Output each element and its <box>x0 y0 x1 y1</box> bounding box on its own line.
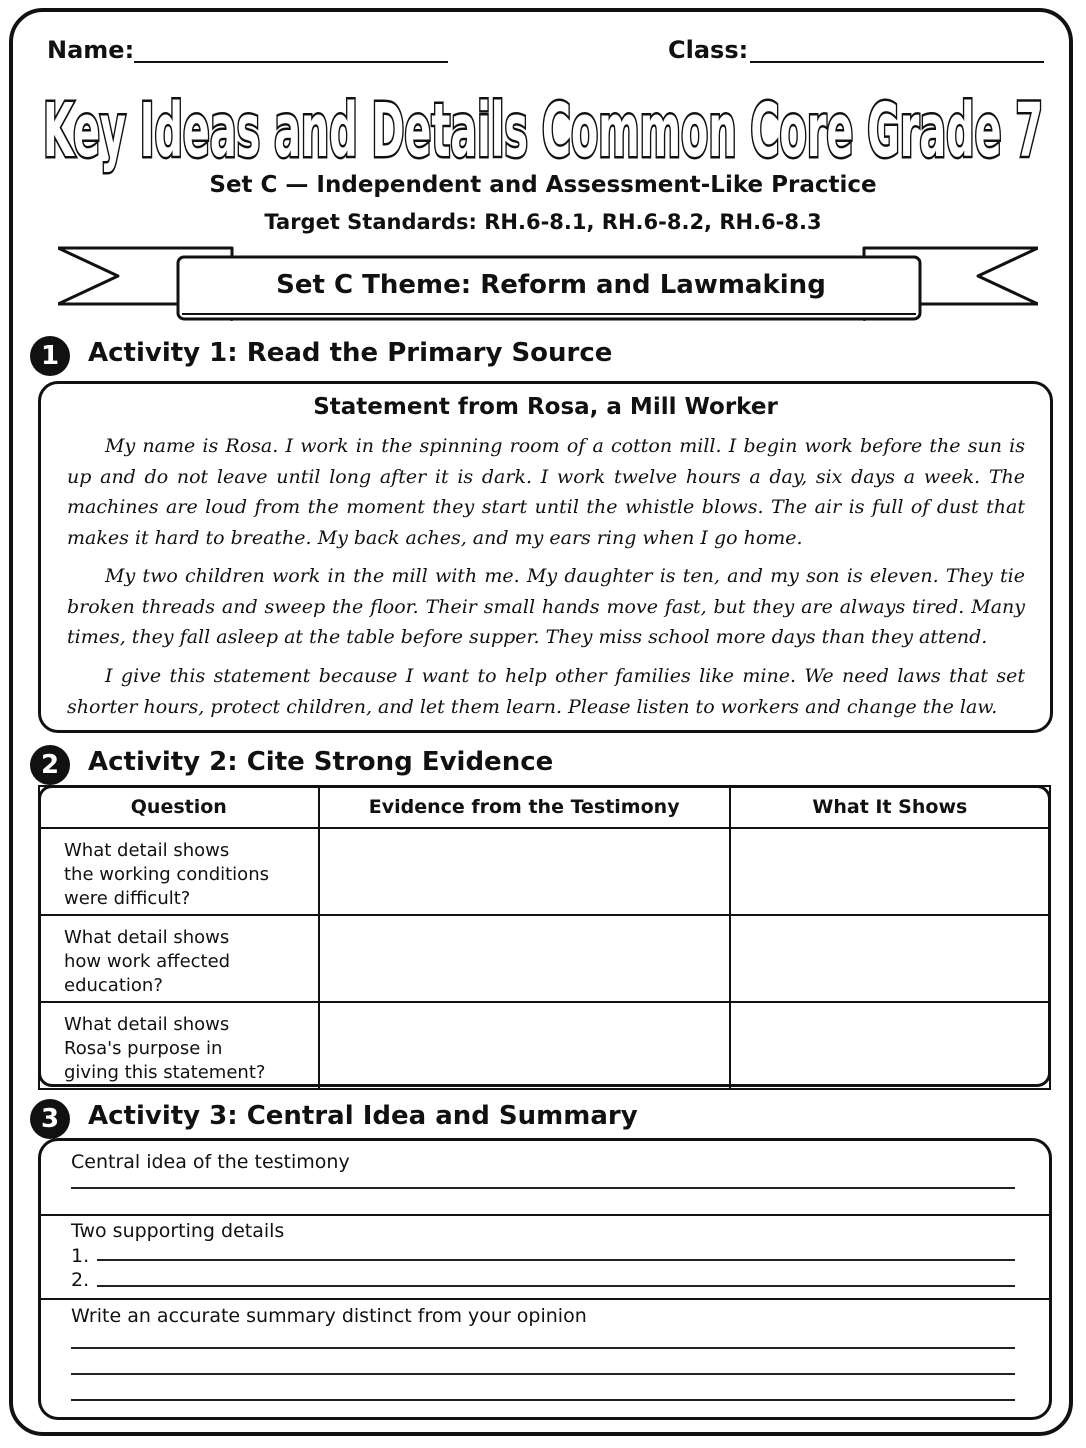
central-idea-line[interactable] <box>71 1187 1015 1189</box>
name-label: Name: <box>47 36 135 64</box>
source-paragraph: My two children work in the mill with me. My daughter is ten, and my son is eleven. They tie broken threads and sweep the floor. Their small hands move fast, but they are always tired. Many times, they fall asleep at the table before supper. They miss school more days than they attend. <box>67 565 1025 648</box>
section-divider <box>41 1298 1049 1300</box>
supporting-details-label: Two supporting details <box>71 1220 285 1242</box>
title-text: Key Ideas and Details Common Core Grade 7 <box>43 88 1043 174</box>
activity-2-title: Activity 2: Cite Strong Evidence <box>88 747 554 777</box>
summary-line[interactable] <box>71 1399 1015 1401</box>
detail-2-line[interactable] <box>97 1285 1015 1287</box>
evidence-table <box>38 785 1051 1090</box>
what-it-shows-answer-cell[interactable] <box>730 1002 1050 1089</box>
table-row <box>39 1002 1050 1089</box>
question-line: What detail shows <box>64 1014 230 1035</box>
detail-1-number: 1. <box>71 1245 90 1267</box>
question-line: the working conditions <box>64 864 269 885</box>
evidence-answer-cell[interactable] <box>319 828 730 915</box>
column-header-evidence: Evidence from the Testimony <box>319 786 730 828</box>
evidence-answer-cell[interactable] <box>319 1002 730 1089</box>
primary-source-box <box>38 381 1053 733</box>
table-row <box>39 915 1050 1002</box>
question-line: What detail shows <box>64 927 230 948</box>
question-cell <box>39 1002 319 1089</box>
summary-line[interactable] <box>71 1347 1015 1349</box>
source-paragraph: My name is Rosa. I work in the spinning room of a cotton mill. I begin work before the sun is up and do not leave until long after it is dark. I work twelve hours a day, six days a week. The machines are loud from the moment they start until the whistle blows. The air is full of dust that makes it hard to breathe. My back aches, and my ears ring when I go home. <box>67 435 1025 549</box>
what-it-shows-answer-cell[interactable] <box>730 828 1050 915</box>
question-line: What detail shows <box>64 840 230 861</box>
column-header-what-it-shows: What It Shows <box>730 786 1050 828</box>
question-cell <box>39 915 319 1002</box>
activity-1-title: Activity 1: Read the Primary Source <box>88 338 613 368</box>
question-line: were difficult? <box>64 888 191 909</box>
question-line: Rosa's purpose in <box>64 1038 223 1059</box>
question-line: giving this statement? <box>64 1062 266 1083</box>
question-line: how work affected <box>64 951 231 972</box>
what-it-shows-answer-cell[interactable] <box>730 915 1050 1002</box>
theme-banner-text: Set C Theme: Reform and Lawmaking <box>276 270 826 300</box>
summary-line[interactable] <box>71 1373 1015 1375</box>
evidence-answer-cell[interactable] <box>319 915 730 1002</box>
question-cell <box>39 828 319 915</box>
class-label: Class: <box>668 36 749 64</box>
activity-1-number: 1 <box>30 336 70 376</box>
detail-1-line[interactable] <box>97 1259 1015 1261</box>
table-header-row <box>39 786 1050 828</box>
summary-box <box>38 1138 1052 1420</box>
central-idea-label: Central idea of the testimony <box>71 1151 350 1173</box>
source-title: Statement from Rosa, a Mill Worker <box>313 394 778 420</box>
source-paragraph: I give this statement because I want to help other families like mine. We need laws that set shorter hours, protect children, and let them learn. Please listen to workers and change the law. <box>67 665 1025 718</box>
class-line <box>750 61 1044 63</box>
table-row <box>39 828 1050 915</box>
activity-3-title: Activity 3: Central Idea and Summary <box>88 1101 638 1131</box>
question-line: education? <box>64 975 163 996</box>
section-divider <box>41 1214 1049 1216</box>
activity-2-number: 2 <box>30 745 70 785</box>
name-line <box>134 61 448 63</box>
summary-label: Write an accurate summary distinct from your opinion <box>71 1305 587 1327</box>
detail-2-number: 2. <box>71 1269 90 1291</box>
subtitle: Set C — Independent and Assessment-Like Practice <box>209 172 877 198</box>
activity-3-number: 3 <box>30 1099 70 1139</box>
column-header-question: Question <box>39 786 319 828</box>
worksheet-title <box>0 70 1086 180</box>
target-standards: Target Standards: RH.6-8.1, RH.6-8.2, RH.6-8.3 <box>264 210 822 234</box>
